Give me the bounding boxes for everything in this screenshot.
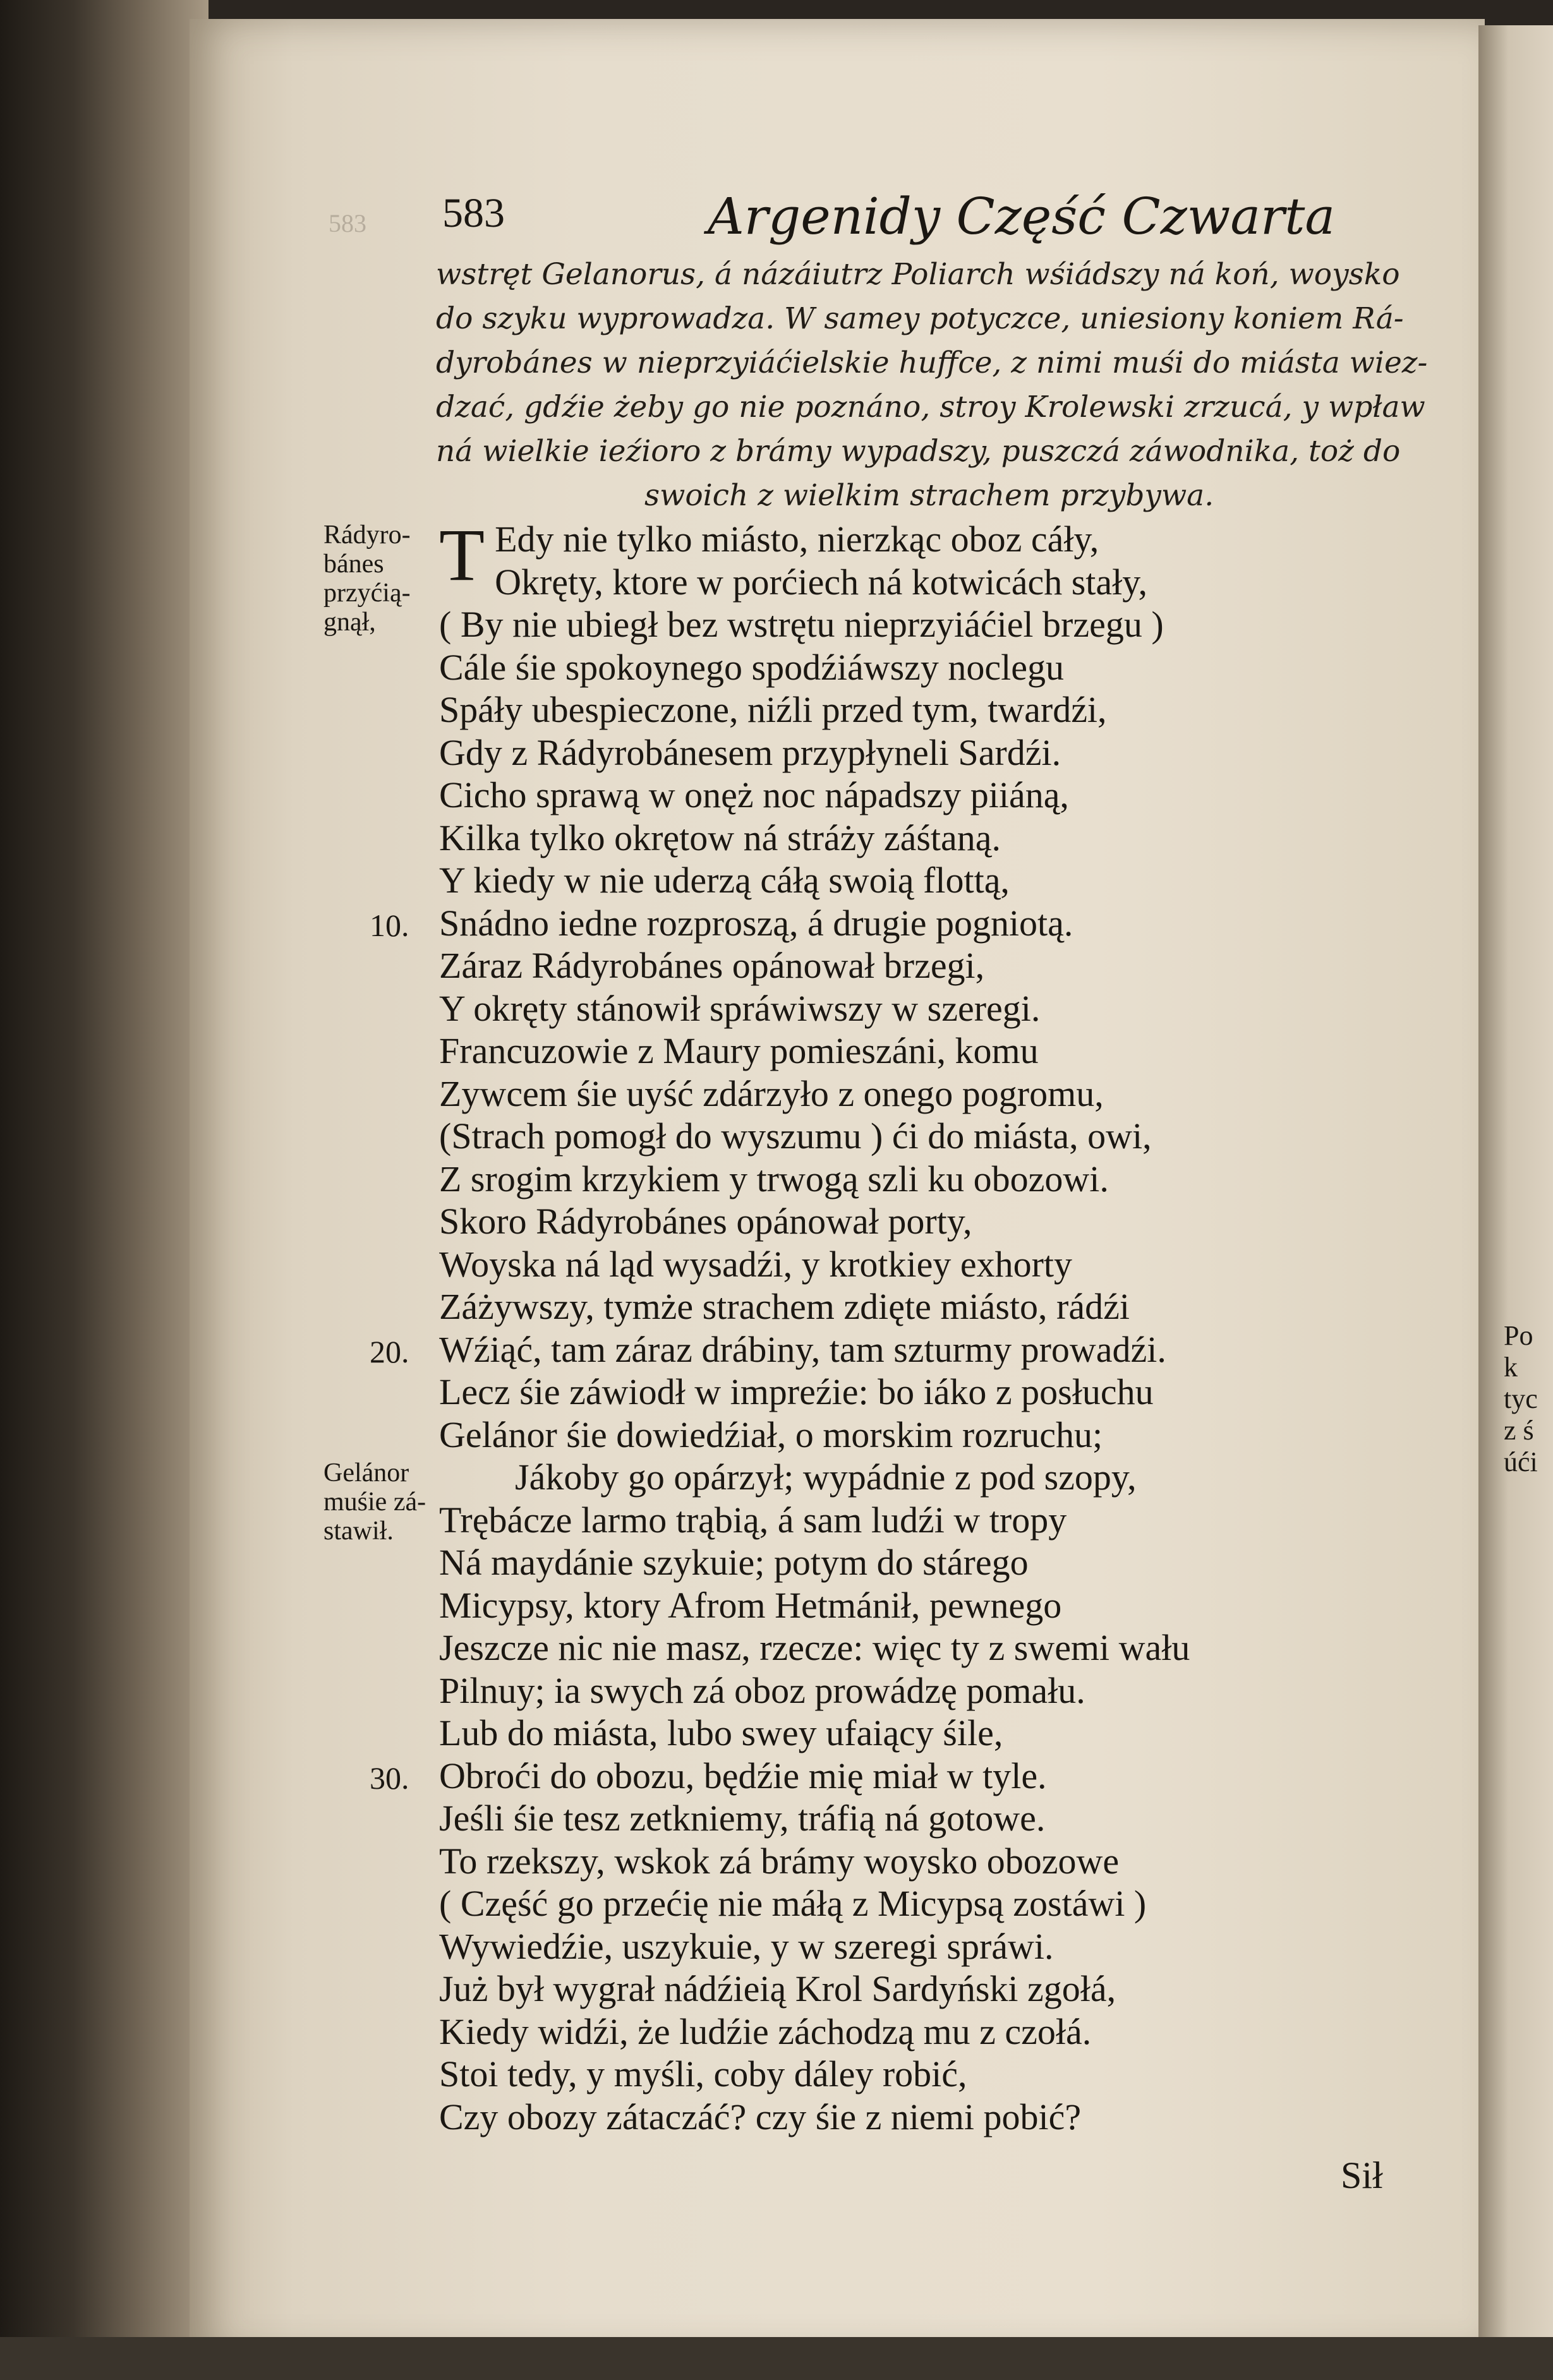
facing-page-fragment: tyc — [1504, 1383, 1538, 1414]
verse-line: ( Część go przećię nie máłą z Micypsą zostáwi ) — [439, 1883, 1147, 1924]
verse-line: To rzekszy, wskok zá brámy woysko obozowe — [439, 1840, 1120, 1882]
verse-line: Lecz śie záwiodł w impreźie: bo iáko z posłuchu — [439, 1371, 1154, 1412]
verse-line: Jákoby go opárzył; wypádnie z pod szopy, — [515, 1457, 1137, 1498]
verse-line: Zywcem śie uyść zdárzyło z onego pogromu, — [439, 1073, 1104, 1114]
verse-line: Wywiedźie, uszykuie, y w szeregi spráwi. — [439, 1925, 1054, 1967]
verse-line: Skoro Rádyrobánes opánował porty, — [439, 1201, 972, 1242]
chapter-summary — [436, 253, 1459, 518]
verse-line: Cále śie spokoynego spodźiáwszy noclegu — [439, 646, 1065, 688]
verse-line: Y okręty stánowił spráwiwszy w szeregi. — [439, 987, 1041, 1029]
summary-line: swoich z wielkim strachem przybywa. — [644, 478, 1214, 513]
verse-line: Snádno iedne rozproszą, á drugie pogniotą. — [439, 902, 1073, 944]
margin-note-line: bánes — [323, 550, 384, 579]
verse-line: Lub do miásta, lubo swey ufaiący śile, — [439, 1712, 1003, 1753]
margin-note-line: Rádyro- — [323, 520, 411, 550]
margin-note-line: przyćią- — [323, 579, 411, 608]
verse-line: Gdy z Rádyrobánesem przypłyneli Sardźi. — [439, 731, 1061, 773]
verse-line: (Strach pomogł do wyszumu ) ći do miásta, owi, — [439, 1115, 1152, 1157]
line-number: 30. — [370, 1760, 409, 1796]
summary-line: do szyku wyprowadza. W samey potyczce, uniesiony koniem Rá- — [436, 301, 1404, 336]
verse-line: Jeszcze nic nie masz, rzecze: więc ty z swemi wału — [439, 1627, 1190, 1668]
catchword: Sił — [1341, 2155, 1383, 2196]
verse-text: Edy nie tylko miásto, nierzkąc oboz cáły, — [495, 519, 1099, 560]
verse-line: Trębácze larmo trąbią, á sam ludźi w tropy — [439, 1499, 1067, 1541]
verse-line: Okręty, ktore w porćiech ná kotwicách stały, — [495, 561, 1147, 603]
facing-page-fragment: Po — [1504, 1320, 1533, 1351]
margin-note — [323, 522, 411, 638]
verse-line: Kilka tylko okrętow ná stráży záśtaną. — [439, 817, 1001, 858]
margin-note-line: Gelánor — [323, 1458, 409, 1488]
verse-line: Już był wygrał nádźieią Krol Sardyński zgołá, — [439, 1968, 1116, 2009]
verse-line: Cicho sprawą w onęż noc nápadszy piiáną, — [439, 774, 1069, 815]
verse-line: Jeśli śie tesz zetkniemy, tráfią ná gotowe. — [439, 1798, 1046, 1839]
verse-line: Spáły ubespieczone, niźli przed tym, twardźi, — [439, 689, 1107, 730]
drop-cap: T — [439, 514, 485, 596]
verse-line: Kiedy widźi, że ludźie záchodzą mu z czołá. — [439, 2010, 1092, 2052]
margin-note-line: muśie zá- — [323, 1488, 426, 1517]
verse-line: Gelánor śie dowiedźiał, o morskim rozruchu; — [439, 1414, 1103, 1455]
verse-block — [439, 514, 1317, 2138]
line-number: 20. — [370, 1333, 409, 1369]
summary-line: wstręt Gelanorus, á názáiutrz Poliarch wśiádszy ná koń, woysko — [436, 257, 1400, 292]
verse-line: Czy obozy zátaczáć? czy śie z niemi pobić? — [439, 2096, 1082, 2137]
page-number: 583 — [442, 190, 505, 236]
book-bottom-edge — [0, 2337, 1553, 2380]
verse-line: Woyska ná ląd wysadźi, y krotkiey exhorty — [439, 1243, 1073, 1285]
verse-line: Pilnuy; ia swych zá oboz prowádzę pomału. — [439, 1669, 1085, 1711]
margin-note-line: stawił. — [323, 1517, 394, 1546]
margin-note — [323, 1460, 426, 1547]
summary-line: dzać, gdźie żeby go nie poznáno, stroy Krolewski zrzucá, y wpław — [436, 390, 1425, 424]
verse-line: Stoi tedy, y myśli, coby dáley robić, — [439, 2053, 967, 2095]
verse-line: Francuzowie z Maury pomieszáni, komu — [439, 1030, 1039, 1071]
verse-line: Y kiedy w nie uderzą cáłą swoią flottą, — [439, 860, 1010, 901]
verse-line: Wźiąć, tam záraz drábiny, tam szturmy prowadźi. — [439, 1328, 1166, 1370]
verse-line: Záżywszy, tymże strachem zdięte miásto, rádźi — [439, 1286, 1130, 1327]
summary-line: ná wielkie ieźioro z brámy wypadszy, puszczá záwodnika, toż do — [436, 434, 1401, 469]
verse-line: Z srogim krzykiem y trwogą szli ku obozowi. — [439, 1158, 1109, 1199]
facing-page-fragment: k — [1504, 1352, 1518, 1383]
verse-line: Obroći do obozu, będźie mię miał w tyle. — [439, 1755, 1047, 1796]
facing-page-edge — [1478, 25, 1553, 2362]
book-spine — [0, 0, 208, 2380]
facing-page-text — [1504, 1320, 1538, 1478]
margin-note-line: gnął, — [323, 608, 376, 637]
line-number: 10. — [370, 907, 409, 943]
verse-line: Micypsy, ktory Afrom Hetmánił, pewnego — [439, 1584, 1062, 1626]
verse-line: Záraz Rádyrobánes opánował brzegi, — [439, 945, 985, 986]
verse-line: Ná maydánie szykuie; potym do stárego — [439, 1542, 1029, 1583]
facing-page-fragment: z ś — [1504, 1415, 1534, 1446]
summary-line: dyrobánes w nieprzyiáćielskie huffce, z nimi muśi do miásta wiez- — [436, 346, 1428, 380]
show-through-mark: 583 — [329, 209, 366, 237]
running-title: Argenidy Część Czwarta — [708, 187, 1336, 246]
facing-page-fragment: úći — [1504, 1446, 1538, 1477]
verse-line: ( By nie ubiegł bez wstrętu nieprzyiáćiel brzegu ) — [439, 604, 1164, 645]
